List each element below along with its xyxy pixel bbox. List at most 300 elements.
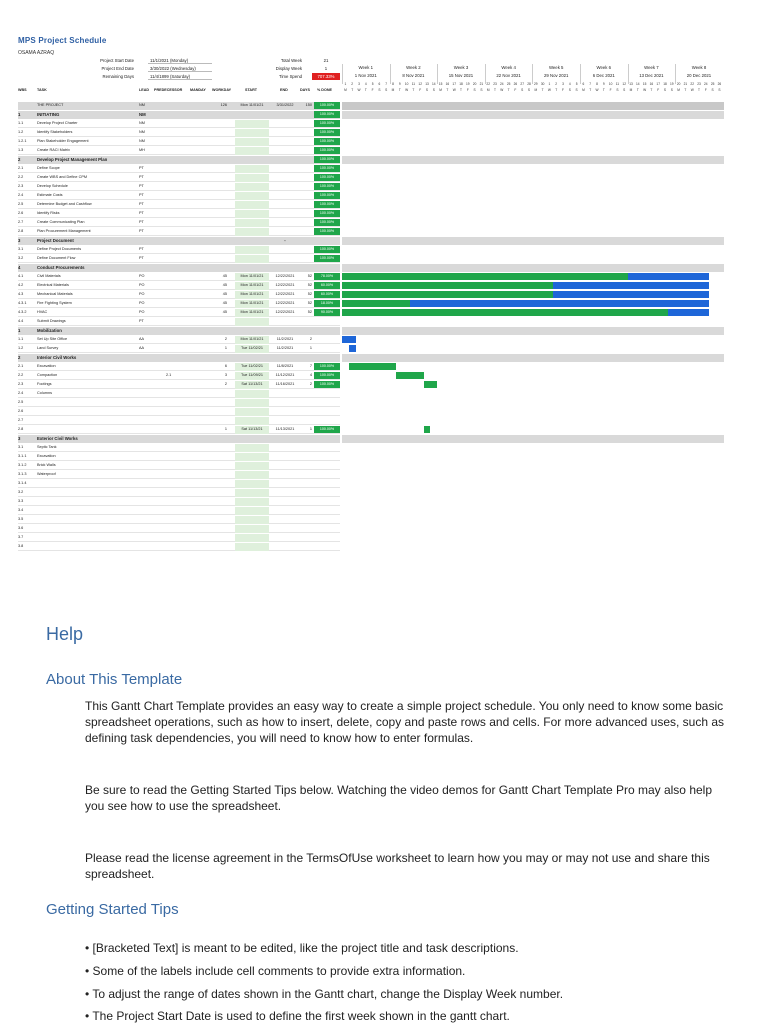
cell-wbs: 2.5	[18, 202, 24, 206]
gantt-bar-remaining[interactable]	[668, 309, 709, 316]
start-cell[interactable]	[235, 129, 269, 137]
cell-wbs: 4.3.1	[18, 301, 27, 305]
project-author: OSAMA AZRAQ	[18, 50, 55, 56]
cell-wbs: 1.2.1	[18, 139, 27, 143]
task-row[interactable]	[18, 344, 724, 353]
day-number: 5	[371, 82, 374, 86]
gantt-bar-complete[interactable]	[342, 309, 668, 316]
cell-end: -	[284, 237, 286, 243]
cell-task: Create WBS and Define CPM	[37, 175, 88, 179]
day-letter: T	[364, 88, 367, 92]
day-letter: M	[344, 88, 347, 92]
cell-wbs: 1.3	[18, 148, 24, 152]
task-row[interactable]	[18, 128, 724, 137]
day-number: 29	[534, 82, 538, 86]
column-header	[18, 87, 340, 94]
task-row[interactable]	[18, 452, 724, 461]
day-letter: F	[562, 88, 564, 92]
cell-workday: 45	[222, 274, 227, 278]
start-cell[interactable]	[235, 390, 269, 398]
day-number: 19	[670, 82, 674, 86]
start-cell[interactable]	[235, 174, 269, 182]
start-cell[interactable]	[235, 417, 269, 425]
cell-task: Create RACI Matrix	[37, 148, 70, 152]
start-cell[interactable]	[235, 201, 269, 209]
day-number: 14	[432, 82, 436, 86]
day-letter: W	[547, 88, 551, 92]
task-row[interactable]	[18, 209, 724, 218]
project-title: MPS Project Schedule	[18, 36, 107, 45]
task-row[interactable]	[18, 218, 724, 227]
percent-done: 100.00%	[314, 156, 340, 163]
cell-wbs: 2.8	[18, 229, 24, 233]
day-letter: F	[514, 88, 517, 92]
day-letter: T	[684, 88, 687, 92]
cell-end: 12/22/2021	[275, 292, 295, 296]
start-cell[interactable]	[235, 498, 269, 506]
task-row[interactable]	[18, 506, 724, 515]
task-row[interactable]	[18, 119, 724, 128]
percent-done: 100.00%	[314, 210, 340, 217]
day-letter: T	[541, 88, 544, 92]
task-row[interactable]	[18, 317, 724, 326]
task-row[interactable]	[18, 542, 724, 551]
percent-done: 100.00%	[314, 129, 340, 136]
task-row[interactable]	[18, 164, 724, 173]
day-number: 26	[717, 82, 722, 86]
cell-days: 52	[307, 292, 312, 296]
cell-lead: PT	[139, 229, 144, 233]
cell-task: Develop Project Management Plan	[37, 156, 108, 162]
cell-wbs: 2.3	[18, 382, 24, 386]
day-letter: W	[405, 88, 409, 92]
day-number: 6	[582, 82, 585, 86]
start-cell[interactable]	[235, 543, 269, 551]
cell-wbs: 3	[18, 237, 21, 243]
cell-workday: 126	[220, 103, 227, 107]
cell-task: Compaction	[37, 373, 58, 377]
start-cell[interactable]	[235, 525, 269, 533]
week-header-4	[485, 65, 533, 78]
cell-wbs: 1.1	[18, 337, 24, 341]
cell-days: 2	[309, 382, 312, 386]
day-letter: T	[494, 88, 496, 92]
week-header-8	[675, 65, 723, 78]
gantt-bar-complete[interactable]	[342, 273, 628, 280]
start-cell[interactable]	[235, 318, 269, 326]
tip-4: • The Project Start Date is used to define the first week shown in the gantt chart.	[85, 1009, 510, 1023]
cell-workday: 6	[224, 364, 227, 368]
cell-days: 7	[309, 364, 312, 368]
task-row[interactable]	[18, 515, 724, 524]
cell-wbs: 3.1.4	[18, 481, 27, 485]
time-spent-label: Time Spend	[278, 74, 302, 79]
start-cell[interactable]	[235, 534, 269, 542]
cell-lead: PT	[139, 184, 144, 188]
cell-task: HVAC	[37, 310, 48, 314]
cell-wbs: 4.1	[18, 274, 24, 278]
start-cell[interactable]	[235, 210, 269, 218]
day-number: 13	[629, 82, 633, 86]
task-row[interactable]	[18, 479, 724, 488]
cell-lead: PT	[139, 211, 144, 215]
day-number: 25	[506, 82, 511, 86]
cell-task: Submit Drawings	[37, 319, 66, 323]
day-letter: S	[718, 88, 721, 92]
gantt-bar-complete[interactable]	[424, 381, 438, 388]
cell-wbs: 4.3.2	[18, 310, 27, 314]
day-number: 4	[568, 82, 571, 86]
gantt-bar-complete[interactable]	[396, 372, 423, 379]
cell-wbs: 1.2	[18, 346, 24, 350]
cell-days: 2	[309, 337, 312, 341]
cell-wbs: 3.1	[18, 445, 24, 449]
day-letter: W	[357, 88, 361, 92]
cell-wbs: 2	[18, 156, 21, 162]
cell-task: Create Communicating Plan	[37, 220, 85, 224]
cell-start: Mon 11/01/21	[240, 337, 264, 341]
percent-done: 18.00%	[314, 300, 340, 307]
task-row[interactable]	[18, 182, 724, 191]
start-cell[interactable]	[235, 228, 269, 236]
timeline-shading	[342, 237, 724, 245]
day-letter: S	[527, 88, 531, 92]
day-letter: M	[582, 88, 585, 92]
day-number: 28	[527, 82, 531, 86]
cell-end: 11/16/2021	[275, 382, 295, 386]
week-header-7	[628, 65, 676, 78]
task-row[interactable]	[18, 497, 724, 506]
phase-row[interactable]	[18, 263, 724, 272]
row-divider	[18, 550, 340, 551]
task-row[interactable]	[18, 416, 724, 425]
phase-row[interactable]	[18, 326, 724, 335]
gantt-bar-complete[interactable]	[349, 363, 397, 370]
day-number: 23	[493, 82, 497, 86]
task-row[interactable]	[18, 461, 724, 470]
day-number: 9	[398, 82, 401, 86]
day-number: 9	[602, 82, 605, 86]
cell-start: Mon 11/01/21	[240, 310, 264, 314]
week-separator	[485, 64, 486, 84]
end-date-label: Project End Date	[101, 66, 134, 71]
day-letter: S	[663, 88, 667, 92]
start-cell[interactable]	[235, 219, 269, 227]
cell-start: Tue 11/02/21	[241, 346, 263, 350]
task-row[interactable]	[18, 281, 724, 290]
week-label: Week 6	[596, 65, 612, 70]
cell-start: Mon 11/01/21	[240, 103, 264, 107]
cell-workday: 45	[222, 283, 227, 287]
cell-task: Excavation	[37, 364, 56, 368]
day-number: 21	[479, 82, 484, 86]
day-letter: F	[704, 88, 707, 92]
phase-row[interactable]	[18, 353, 724, 362]
day-letter: S	[385, 88, 388, 92]
task-row[interactable]	[18, 524, 724, 533]
cell-task: Fire Fighting System	[37, 301, 72, 305]
day-letter: S	[425, 88, 429, 92]
day-letter: M	[629, 88, 633, 92]
cell-lead: PO	[139, 310, 145, 314]
start-cell[interactable]	[235, 183, 269, 191]
week-label: Week 3	[453, 65, 469, 70]
start-cell[interactable]	[235, 507, 269, 515]
cell-days: 4	[309, 373, 312, 377]
time-spent-value: 707.33%	[312, 73, 340, 80]
col-lead: LEAD	[139, 88, 150, 92]
day-letter: S	[473, 88, 476, 92]
start-cell[interactable]	[235, 147, 269, 155]
cell-workday: 1	[224, 346, 227, 350]
gantt-bar-remaining[interactable]	[349, 345, 356, 352]
gantt-bar-complete[interactable]	[342, 300, 410, 307]
start-cell[interactable]	[235, 453, 269, 461]
col-days: DAYS	[300, 88, 310, 92]
cell-lead: PT	[139, 247, 144, 251]
start-cell[interactable]	[235, 120, 269, 128]
timeline-shading	[342, 327, 724, 335]
week-label: Week 8	[691, 65, 707, 70]
day-number: 17	[452, 82, 456, 86]
week-date: 8 Nov 2021	[402, 73, 425, 78]
cell-wbs: 3.1	[18, 247, 24, 251]
start-date-value[interactable]: 11/1/2021 (Monday)	[148, 58, 212, 64]
week-label: Week 4	[501, 65, 516, 70]
cell-wbs: 3.6	[18, 526, 24, 530]
cell-lead: PO	[139, 283, 145, 287]
cell-wbs: 2.2	[18, 175, 24, 179]
tip-2: • Some of the labels include cell comments to provide extra information.	[85, 964, 466, 978]
day-number: 10	[404, 82, 409, 86]
day-number: 3	[358, 82, 360, 86]
cell-end: 12/22/2021	[275, 283, 295, 287]
day-number: 11	[411, 82, 416, 86]
cell-end: 11/8/2021	[276, 364, 294, 368]
percent-done: 100.00%	[314, 255, 340, 262]
task-row[interactable]	[18, 272, 724, 281]
task-row[interactable]	[18, 425, 724, 434]
task-row[interactable]	[18, 173, 724, 182]
day-letter: T	[698, 88, 700, 92]
day-number: 3	[562, 82, 564, 86]
task-row[interactable]	[18, 407, 724, 416]
cell-task: Exterior Civil Works	[37, 435, 78, 441]
start-cell[interactable]	[235, 489, 269, 497]
phase-row[interactable]	[18, 155, 724, 164]
gantt-bar-remaining[interactable]	[410, 300, 709, 307]
week-separator	[675, 64, 676, 84]
cell-wbs: 4.3	[18, 292, 24, 296]
percent-done: 100.00%	[314, 147, 340, 154]
remaining-days-label: Remaining Days	[102, 74, 134, 79]
cell-task: Estimate Costs	[37, 193, 63, 197]
cell-start: Tue 11/09/21	[241, 373, 263, 377]
cell-task: Determine Budget and Cashflow	[37, 202, 92, 206]
task-row[interactable]	[18, 335, 724, 344]
gantt-bar-remaining[interactable]	[342, 336, 356, 343]
cell-lead: NM	[139, 103, 145, 107]
gantt-bar-remaining[interactable]	[553, 282, 709, 289]
percent-done: 100.00%	[314, 111, 340, 118]
cell-start: Mon 11/01/21	[240, 283, 264, 287]
cell-wbs: 2.1	[18, 166, 24, 170]
week-separator	[628, 64, 629, 84]
week-date: 22 Nov 2021	[496, 73, 521, 78]
day-number: 16	[649, 82, 654, 86]
display-week-value[interactable]: 1	[324, 66, 328, 71]
cell-task: Land Survey	[37, 346, 59, 350]
day-number: 15	[438, 82, 443, 86]
cell-start: Mon 11/01/21	[240, 274, 264, 278]
week-header-1	[342, 65, 390, 78]
cell-wbs: 3.2	[18, 490, 24, 494]
task-row[interactable]	[18, 398, 724, 407]
task-row[interactable]	[18, 443, 724, 452]
cell-wbs: 3.2	[18, 256, 24, 260]
day-letter: W	[690, 88, 694, 92]
total-week-label: Total Week	[280, 58, 302, 63]
cell-wbs: 3.3	[18, 499, 24, 503]
cell-wbs: 4	[18, 264, 21, 270]
project-row[interactable]	[18, 101, 724, 110]
day-number: 4	[364, 82, 367, 86]
task-row[interactable]	[18, 227, 724, 236]
phase-row[interactable]	[18, 236, 724, 245]
percent-done: 60.00%	[314, 291, 340, 298]
percent-done: 78.00%	[314, 273, 340, 280]
cell-task: Identify Stakeholders	[37, 130, 73, 134]
week-label: Week 5	[548, 65, 564, 70]
cell-days: 52	[307, 310, 312, 314]
percent-done: 100.00%	[314, 120, 340, 127]
day-letter: M	[534, 88, 538, 92]
gantt-bar-complete[interactable]	[342, 282, 553, 289]
cell-days: 150	[305, 103, 312, 107]
cell-task: Define Project Documents	[37, 247, 82, 251]
start-cell[interactable]	[235, 471, 269, 479]
start-cell[interactable]	[235, 516, 269, 524]
task-row[interactable]	[18, 200, 724, 209]
day-number: 23	[697, 82, 701, 86]
day-letter: F	[466, 88, 469, 92]
gantt-bar-remaining[interactable]	[553, 291, 709, 298]
start-cell[interactable]	[235, 444, 269, 452]
day-number: 2	[351, 82, 354, 86]
cell-pred: 2.1	[166, 373, 172, 377]
task-row[interactable]	[18, 389, 724, 398]
task-row[interactable]	[18, 137, 724, 146]
percent-done: 100.00%	[314, 201, 340, 208]
day-letter: T	[446, 88, 449, 92]
cell-task: Waterproof	[37, 472, 56, 476]
tip-3: • To adjust the range of dates shown in the Gantt chart, change the Display Week number.	[85, 987, 564, 1001]
cell-start: Mon 11/01/21	[240, 292, 264, 296]
col-task: TASK	[37, 88, 47, 92]
phase-row[interactable]	[18, 110, 724, 119]
cell-wbs: 2.7	[18, 418, 24, 422]
start-date-label: Project Start Date	[100, 58, 134, 63]
day-number: 30	[540, 82, 545, 86]
percent-done: 100.00%	[314, 102, 340, 109]
start-cell[interactable]	[235, 192, 269, 200]
day-letter: S	[521, 88, 524, 92]
cell-task: Plan Stakeholder Engagement	[37, 139, 89, 143]
task-row[interactable]	[18, 254, 724, 263]
cell-workday: 45	[222, 301, 227, 305]
day-letter: S	[568, 88, 571, 92]
cell-wbs: 4.2	[18, 283, 24, 287]
gantt-bar-complete[interactable]	[424, 426, 431, 433]
start-cell[interactable]	[235, 408, 269, 416]
week-label: Week 2	[406, 65, 421, 70]
day-number: 24	[500, 82, 504, 86]
day-letter: T	[636, 88, 639, 92]
cell-wbs: 3.1.1	[18, 454, 27, 458]
cell-task: Electrical Materials	[37, 283, 69, 287]
phase-row[interactable]	[18, 434, 724, 443]
display-week-label: Display Week	[275, 66, 302, 71]
cell-lead: AA	[139, 346, 145, 350]
about-heading: About This Template	[46, 671, 183, 688]
start-cell[interactable]	[235, 246, 269, 254]
task-row[interactable]	[18, 290, 724, 299]
end-date-value[interactable]: 3/30/2022 (Wednesday)	[148, 66, 212, 72]
week-date: 29 Nov 2021	[544, 73, 569, 78]
start-cell[interactable]	[235, 165, 269, 173]
cell-task: Mechanical Materials	[37, 292, 73, 296]
percent-done: 90.00%	[314, 309, 340, 316]
task-row[interactable]	[18, 308, 724, 317]
cell-wbs: 2	[18, 354, 21, 360]
cell-lead: PO	[139, 292, 145, 296]
task-row[interactable]	[18, 191, 724, 200]
start-cell[interactable]	[235, 399, 269, 407]
gantt-bar-remaining[interactable]	[628, 273, 710, 280]
start-cell[interactable]	[235, 480, 269, 488]
task-row[interactable]	[18, 146, 724, 155]
day-letter: S	[378, 88, 381, 92]
day-number: 2	[555, 82, 558, 86]
cell-lead: PT	[139, 175, 144, 179]
task-row[interactable]	[18, 299, 724, 308]
day-number: 21	[683, 82, 688, 86]
cell-task: Project Document	[37, 237, 74, 243]
day-letter: T	[555, 88, 558, 92]
start-cell[interactable]	[235, 462, 269, 470]
task-row[interactable]	[18, 371, 724, 380]
cell-days: 52	[307, 283, 312, 287]
percent-done: 60.00%	[314, 282, 340, 289]
task-row[interactable]	[18, 245, 724, 254]
start-cell[interactable]	[235, 255, 269, 263]
cell-wbs: 2.1	[18, 364, 24, 368]
task-row[interactable]	[18, 533, 724, 542]
cell-task: Septic Tank	[37, 445, 57, 449]
task-row[interactable]	[18, 362, 724, 371]
percent-done: 100.00%	[314, 372, 340, 379]
day-letter: F	[609, 88, 612, 92]
task-row[interactable]	[18, 470, 724, 479]
task-row[interactable]	[18, 380, 724, 389]
cell-lead: MH	[139, 148, 145, 152]
cell-wbs: 2.3	[18, 184, 24, 188]
day-letter: M	[439, 88, 442, 92]
start-cell[interactable]	[235, 138, 269, 146]
tips-heading: Getting Started Tips	[46, 901, 179, 918]
gantt-bar-complete[interactable]	[342, 291, 553, 298]
task-row[interactable]	[18, 488, 724, 497]
